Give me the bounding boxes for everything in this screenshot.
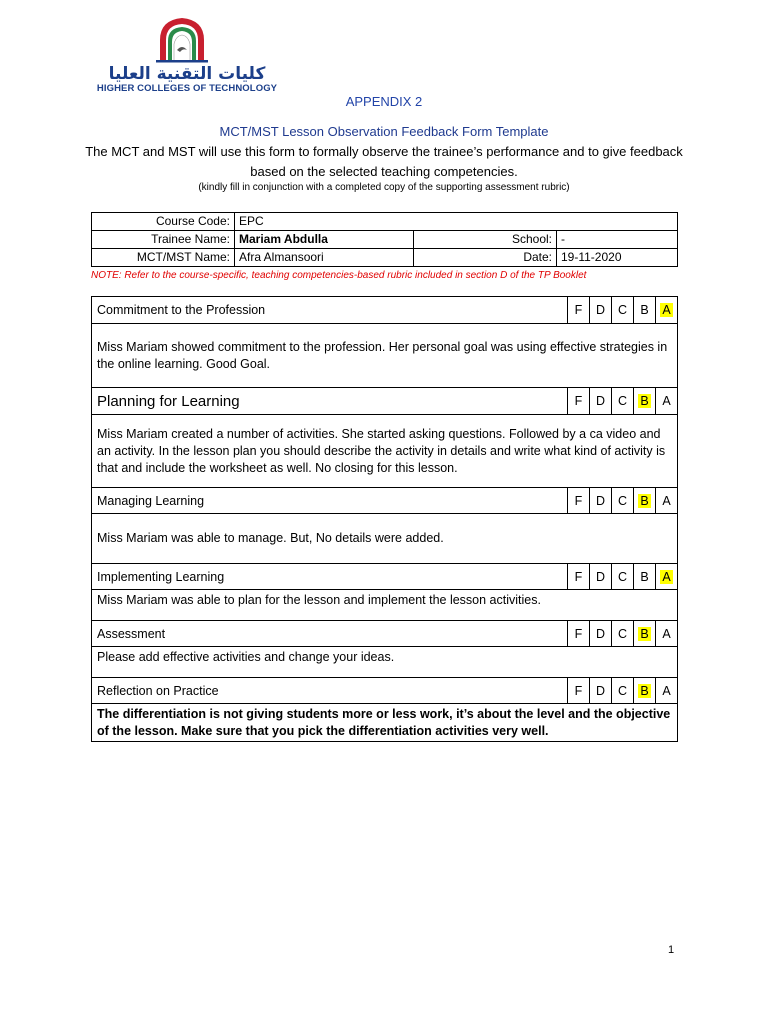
section-title: Reflection on Practice <box>92 678 568 704</box>
grade-a[interactable]: A <box>656 564 678 590</box>
section-header-managing <box>92 488 678 514</box>
grade-f[interactable]: F <box>567 488 589 514</box>
trainee-name-value: Mariam Abdulla <box>235 231 414 249</box>
grade-d[interactable]: D <box>589 488 611 514</box>
logo-arabic-text: كليات التقنية العليا <box>108 64 266 84</box>
section-header-assessment <box>92 621 678 647</box>
school-label: School: <box>414 231 557 249</box>
page-number: 1 <box>668 944 675 956</box>
course-code-value: EPC <box>235 213 678 231</box>
grade-a[interactable]: A <box>656 388 678 415</box>
rubric-note: NOTE: Refer to the course-specific, teaching competencies-based rubric included in section D of the TP Booklet <box>91 270 587 281</box>
section-feedback-row <box>92 324 678 388</box>
mct-name-value: Afra Almansoori <box>235 249 414 267</box>
hct-emblem-icon <box>152 14 212 64</box>
logo-english-text: HIGHER COLLEGES OF TECHNOLOGY <box>96 83 278 94</box>
rubric-instruction: (kindly fill in conjunction with a completed copy of the supporting assessment rubric) <box>198 182 570 193</box>
grade-b[interactable]: B <box>634 678 656 704</box>
date-value: 19-11-2020 <box>557 249 678 267</box>
grade-c[interactable]: C <box>611 678 633 704</box>
section-feedback-row <box>92 415 678 488</box>
appendix-heading: APPENDIX 2 <box>345 94 423 109</box>
section-title: Implementing Learning <box>92 564 568 590</box>
grade-f[interactable]: F <box>567 678 589 704</box>
mct-name-label: MCT/MST Name: <box>92 249 235 267</box>
hct-logo <box>92 14 282 94</box>
grade-c[interactable]: C <box>611 388 633 415</box>
section-header-reflection <box>92 678 678 704</box>
grade-d[interactable]: D <box>589 564 611 590</box>
section-title: Managing Learning <box>92 488 568 514</box>
date-label: Date: <box>414 249 557 267</box>
grade-c[interactable]: C <box>611 297 633 324</box>
section-feedback: Please add effective activities and change your ideas. <box>92 647 678 678</box>
grade-c[interactable]: C <box>611 488 633 514</box>
section-feedback-row <box>92 514 678 564</box>
section-title: Assessment <box>92 621 568 647</box>
grade-f[interactable]: F <box>567 564 589 590</box>
intro-text: The MCT and MST will use this form to formally observe the trainee’s performance and to give feedback based on the selected teaching competencies. <box>85 144 683 179</box>
grade-f[interactable]: F <box>567 297 589 324</box>
grade-f[interactable]: F <box>567 621 589 647</box>
section-feedback-row <box>92 590 678 621</box>
section-feedback: Miss Mariam was able to plan for the lesson and implement the lesson activities. <box>92 590 678 621</box>
grade-a[interactable]: A <box>656 297 678 324</box>
school-value: - <box>557 231 678 249</box>
section-title: Planning for Learning <box>92 388 568 415</box>
grade-d[interactable]: D <box>589 678 611 704</box>
grade-c[interactable]: C <box>611 564 633 590</box>
grade-b[interactable]: B <box>634 621 656 647</box>
trainee-name-label: Trainee Name: <box>92 231 235 249</box>
grade-d[interactable]: D <box>589 388 611 415</box>
grade-a[interactable]: A <box>656 678 678 704</box>
grade-b[interactable]: B <box>634 564 656 590</box>
grade-a[interactable]: A <box>656 621 678 647</box>
section-feedback: Miss Mariam created a number of activities. She started asking questions. Followed by a ca video and an activity. In the lesson plan you should describe the activity in details and write what kind of activity is that and include the worksheet as well. No closing for this lesson. <box>92 415 678 488</box>
section-header-commitment <box>92 297 678 324</box>
section-feedback: Miss Mariam was able to manage. But, No details were added. <box>92 514 678 564</box>
section-feedback: Miss Mariam showed commitment to the profession. Her personal goal was using effective strategies in the online learning. Good Goal. <box>92 324 678 388</box>
section-feedback: The differentiation is not giving students more or less work, it’s about the level and the objective of the lesson. Make sure that you pick the differentiation activities very well. <box>92 704 678 742</box>
section-feedback-row <box>92 704 678 742</box>
section-title: Commitment to the Profession <box>92 297 568 324</box>
course-code-label: Course Code: <box>92 213 235 231</box>
competency-sections-table <box>91 296 678 742</box>
grade-b[interactable]: B <box>634 297 656 324</box>
grade-b[interactable]: B <box>634 388 656 415</box>
grade-d[interactable]: D <box>589 297 611 324</box>
grade-c[interactable]: C <box>611 621 633 647</box>
form-title: MCT/MST Lesson Observation Feedback Form Template <box>219 124 549 139</box>
section-feedback-row <box>92 647 678 678</box>
grade-a[interactable]: A <box>656 488 678 514</box>
section-header-implementing <box>92 564 678 590</box>
grade-d[interactable]: D <box>589 621 611 647</box>
trainee-info-table <box>91 212 678 267</box>
grade-f[interactable]: F <box>567 388 589 415</box>
grade-b[interactable]: B <box>634 488 656 514</box>
section-header-planning <box>92 388 678 415</box>
